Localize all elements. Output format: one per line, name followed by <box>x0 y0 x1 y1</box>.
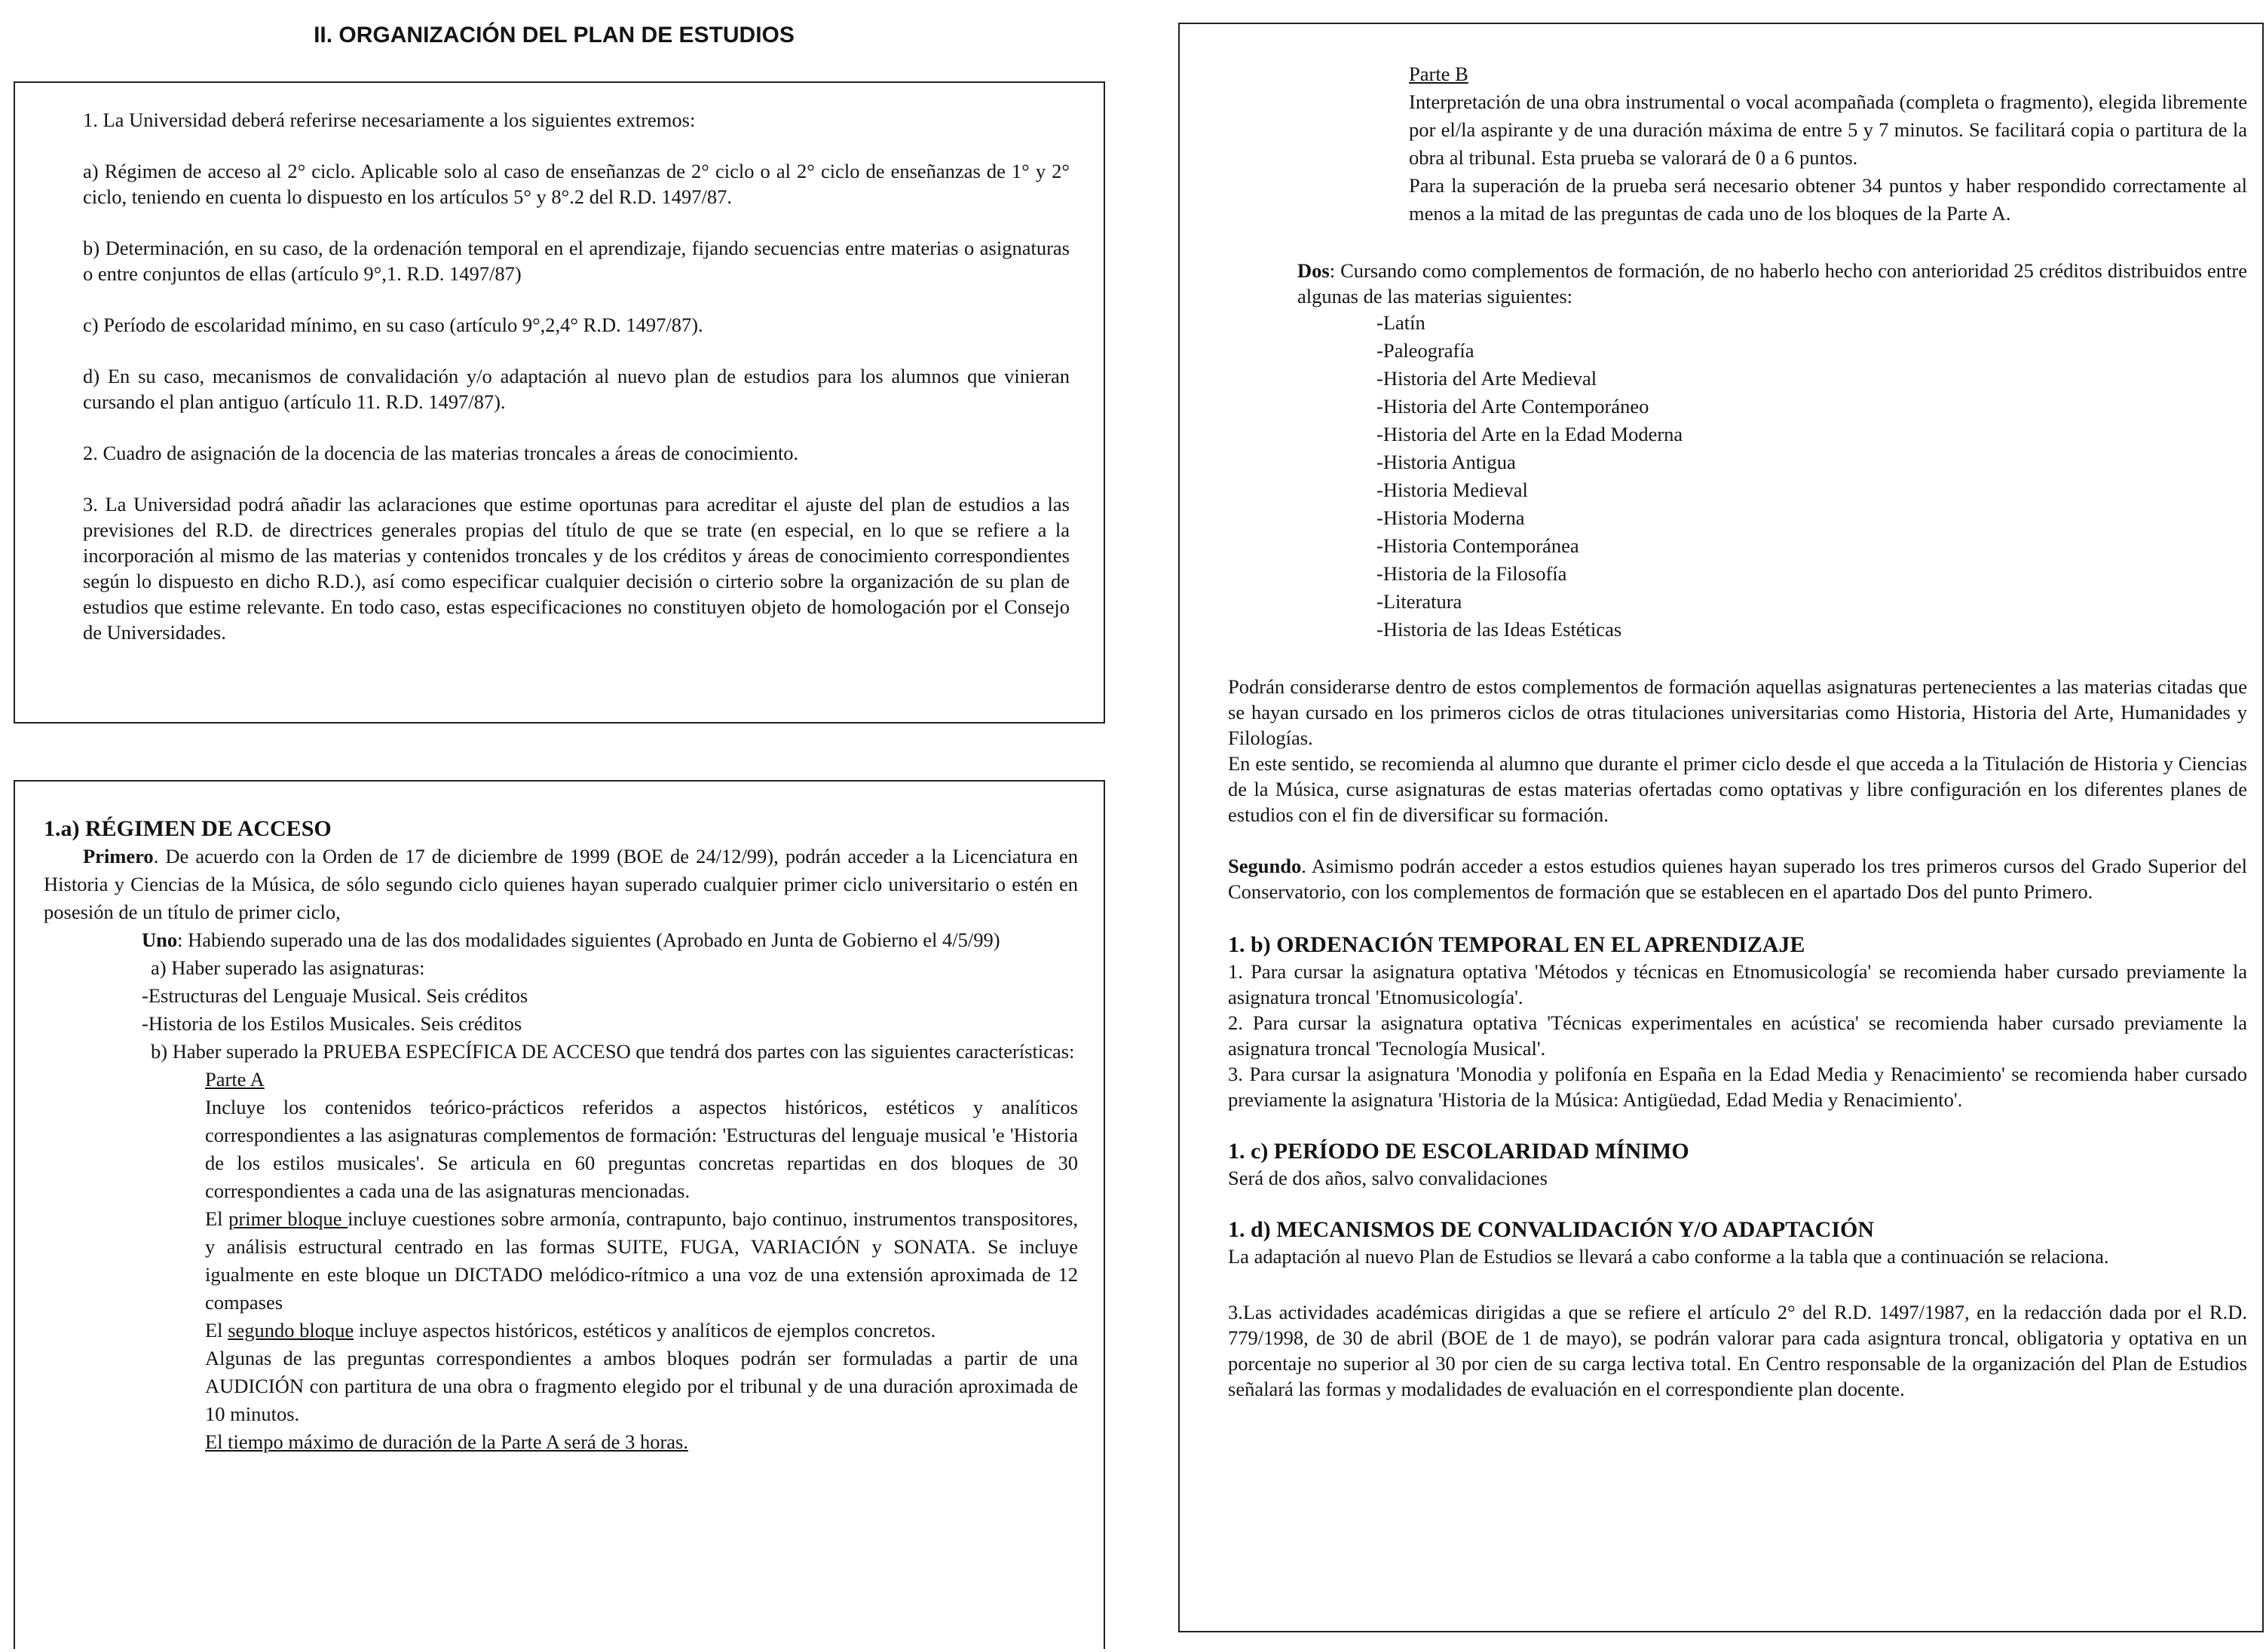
mecanismos-heading: 1. d) MECANISMOS DE CONVALIDACIÓN Y/O ADAPTACIÓN <box>1228 1217 1875 1242</box>
dos-text: : Cursando como complementos de formación, de no haberlo hecho con anterioridad 25 créditos distribuidos entre algunas de las materias siguientes: <box>1297 259 2247 307</box>
instruction-3: 3. La Universidad podrá añadir las aclaraciones que estime oportunas para acreditar el ajuste del plan de estudios a las previsiones del R.D. de directrices generales propias del título de que se trate (en especial, en lo que se refiere a la incorporación al mismo de las materias y contenidos troncales y de los créditos y áreas de conocimiento correspondientes según lo dispuesto en dicho R.D.), así como especificar cualquier decisión o cirterio sobre la organización de su plan de estudios que estime relevante. En todo caso, estas especificaciones no constituyen objeto de homologación por el Consejo de Universidades. <box>83 493 1070 644</box>
a-line: a) Haber superado las asignaturas: <box>151 956 425 979</box>
superacion-text: Para la superación de la prueba será necesario obtener 34 puntos y haber respondido correctamente al menos a la mitad de las preguntas de cada uno de los bloques de la Parte A. <box>1409 174 2247 225</box>
materia-item: -Historia del Arte en la Edad Moderna <box>1376 423 1683 445</box>
parte-a-label: Parte A <box>205 1068 265 1091</box>
uno-paragraph <box>142 926 1078 954</box>
instructions-box <box>14 81 1105 724</box>
segundo-bloque-text: incluye aspectos históricos, estéticos y analíticos de ejemplos concretos. <box>354 1319 936 1341</box>
asignatura-2: -Historia de los Estilos Musicales. Seis créditos <box>142 1012 522 1035</box>
parte-b-label: Parte B <box>1409 63 1468 85</box>
instruction-a: a) Régimen de acceso al 2° ciclo. Aplicable solo al caso de enseñanzas de 2° ciclo o al 2° ciclo de enseñanzas de 1° y 2° ciclo, teniendo en cuenta lo dispuesto en los artículos 5° y 8°.2 del R.D. 1497/87. <box>83 160 1070 208</box>
regimen-heading: 1.a) RÉGIMEN DE ACCESO <box>44 816 332 841</box>
materia-item: -Literatura <box>1376 590 1462 613</box>
parte-a-text: Incluye los contenidos teórico-prácticos referidos a aspectos históricos, estéticos y analíticos correspondientes a las asignaturas complementos de formación: 'Estructuras del lenguaje musical 'e 'Historia de los estilos musicales'. Se articula en 60 preguntas concretas repartidas en dos bloques de 30 correspondientes a cada una de las asignaturas mencionadas. <box>205 1096 1078 1202</box>
parte-a-block <box>142 1066 1078 1456</box>
ordenacion-item: 1. Para cursar la asignatura optativa 'Métodos y técnicas en Etnomusicología' se recomienda haber cursado previamente la asignatura troncal 'Etnomusicología'. <box>1228 960 2247 1008</box>
materia-item: -Historia Antigua <box>1376 451 1516 473</box>
regimen-acceso-box <box>14 780 1105 1649</box>
audicion-paragraph: Algunas de las preguntas correspondientes a ambos bloques podrán ser formuladas a partir de una AUDICIÓN con partitura de una obra o fragmento elegido por el tribunal y de una duración aproximada de 10 minutos. <box>205 1347 1078 1425</box>
dos-paragraph <box>1297 258 2247 309</box>
primer-bloque-text: incluye cuestiones sobre armonía, contrapunto, bajo continuo, instrumentos transpositores, y análisis estructural centrado en las formas SUITE, FUGA, VARIACIÓN y SONATA. Se incluye igualmente en este bloque un DICTADO melódico-rítmico a una voz de una extensión aproximada de 12 compases <box>205 1207 1079 1314</box>
parte-b-text: Interpretación de una obra instrumental o vocal acompañada (completa o fragmento), elegida libremente por el/la aspirante y de una duración máxima de entre 5 y 7 minutos. Se facilitará copia o partitura de la obra al tribunal. Esta prueba se valorará de 0 a 6 puntos. <box>1409 90 2247 169</box>
materia-item: -Historia Contemporánea <box>1376 534 1579 557</box>
instruction-b: b) Determinación, en su caso, de la ordenación temporal en el aprendizaje, fijando secuencias entre materias o asignaturas o entre conjuntos de ellas (artículo 9°,1. R.D. 1497/87) <box>83 237 1070 285</box>
uno-label: Uno <box>142 928 178 951</box>
mecanismos-text: La adaptación al nuevo Plan de Estudios se llevará a cabo conforme a la tabla que a continuación se relaciona. <box>1228 1245 2109 1268</box>
bloque1-pre: El <box>205 1207 229 1230</box>
segundo-bloque-paragraph <box>205 1317 1078 1345</box>
right-column-box <box>1178 23 2264 1632</box>
instruction-c: c) Período de escolaridad mínimo, en su caso (artículo 9°,2,4° R.D. 1497/87). <box>83 314 703 336</box>
primer-bloque-paragraph <box>205 1205 1078 1317</box>
uno-block <box>44 926 1078 1456</box>
segundo-bloque-label: segundo bloque <box>228 1319 354 1341</box>
materia-item: -Historia de la Filosofía <box>1376 562 1567 585</box>
periodo-text: Será de dos años, salvo convalidaciones <box>1228 1167 1548 1189</box>
materia-item: -Paleografía <box>1376 339 1474 362</box>
parte-b-block <box>1228 60 2247 228</box>
instruction-1: 1. La Universidad deberá referirse necesariamente a los siguientes extremos: <box>83 109 696 131</box>
primero-paragraph <box>44 843 1078 926</box>
asignatura-1: -Estructuras del Lenguaje Musical. Seis créditos <box>142 984 528 1007</box>
segundo-paragraph <box>1228 853 2247 904</box>
materia-item: -Historia Medieval <box>1376 479 1528 501</box>
bloque2-pre: El <box>205 1319 228 1341</box>
sentido-paragraph: En este sentido, se recomienda al alumno que durante el primer ciclo desde el que acceda a la Titulación de Historia y Ciencias de la Música, curse asignaturas de estas materias ofertadas como optativas y libre configuración en los diferentes planes de estudios con el fin de diversificar su formación. <box>1228 752 2247 826</box>
materia-item: -Historia del Arte Contemporáneo <box>1376 395 1649 418</box>
complementos-paragraph: Podrán considerarse dentro de estos complementos de formación aquellas asignaturas pertenecientes a las materias citadas que se hayan cursado en los primeros ciclos de otras titulaciones universitarias como Historia, Historia del Arte, Humanidades y Filologías. <box>1228 675 2247 749</box>
primero-label: Primero <box>83 845 154 867</box>
materia-item: -Latín <box>1376 311 1425 334</box>
instruction-d: d) En su caso, mecanismos de convalidación y/o adaptación al nuevo plan de estudios para los alumnos que vinieran cursando el plan antiguo (artículo 11. R.D. 1497/87). <box>83 365 1070 413</box>
segundo-text: . Asimismo podrán acceder a estos estudios quienes hayan superado los tres primeros cursos del Grado Superior del Conservatorio, con los complementos de formación que se establecen en el apartado Dos del punto Primero. <box>1228 855 2247 903</box>
instruction-2: 2. Cuadro de asignación de la docencia de las materias troncales a áreas de conocimiento. <box>83 442 799 464</box>
materia-item: -Historia de las Ideas Estéticas <box>1376 618 1622 641</box>
primero-text: . De acuerdo con la Orden de 17 de diciembre de 1999 (BOE de 24/12/99), podrán acceder a la Licenciatura en Historia y Ciencias de la Música, de sólo segundo ciclo quienes hayan superado cualquier primer ciclo universitario o estén en posesión de un título de primer ciclo, <box>44 845 1078 923</box>
materias-list <box>1297 309 2247 644</box>
dos-label: Dos <box>1297 259 1330 282</box>
materia-item: -Historia del Arte Medieval <box>1376 367 1597 390</box>
actividades-paragraph: 3.Las actividades académicas dirigidas a que se refiere el artículo 2° del R.D. 1497/1987, en la redacción dada por el R.D. 779/1998, de 30 de abril (BOE de 1 de mayo), se podrán valorar para cada asigntura troncal, obligatoria y optativa en un porcentaje no superior al 30 por cien de su carga lectiva total. En Centro responsable de la organización del Plan de Estudios señalará las formas y modalidades de evaluación en el correspondiente plan docente. <box>1228 1301 2247 1400</box>
dos-block <box>1228 258 2247 644</box>
page-title: II. ORGANIZACIÓN DEL PLAN DE ESTUDIOS <box>314 23 795 47</box>
ordenacion-item: 3. Para cursar la asignatura 'Monodia y polifonía en España en la Edad Media y Renacimiento' se recomienda haber cursado previamente la asignatura 'Historia de la Música: Antigüedad, Edad Media y Renacimiento'. <box>1228 1063 2247 1111</box>
uno-text: : Habiendo superado una de las dos modalidades siguientes (Aprobado en Junta de Gobierno el 4/5/99) <box>177 928 1000 951</box>
primer-bloque-label: primer bloque <box>228 1207 348 1230</box>
ordenacion-item: 2. Para cursar la asignatura optativa 'Técnicas experimentales en acústica' se recomienda haber cursado previamente la asignatura troncal 'Tecnología Musical'. <box>1228 1011 2247 1060</box>
materia-item: -Historia Moderna <box>1376 506 1525 529</box>
ordenacion-heading: 1. b) ORDENACIÓN TEMPORAL EN EL APRENDIZAJE <box>1228 932 1805 957</box>
segundo-label: Segundo <box>1228 855 1302 877</box>
tiempo-paragraph: El tiempo máximo de duración de la Parte A será de 3 horas. <box>205 1430 688 1453</box>
periodo-heading: 1. c) PERÍODO DE ESCOLARIDAD MÍNIMO <box>1228 1139 1689 1164</box>
b-line: b) Haber superado la PRUEBA ESPECÍFICA DE ACCESO que tendrá dos partes con las siguientes características: <box>151 1040 1075 1063</box>
